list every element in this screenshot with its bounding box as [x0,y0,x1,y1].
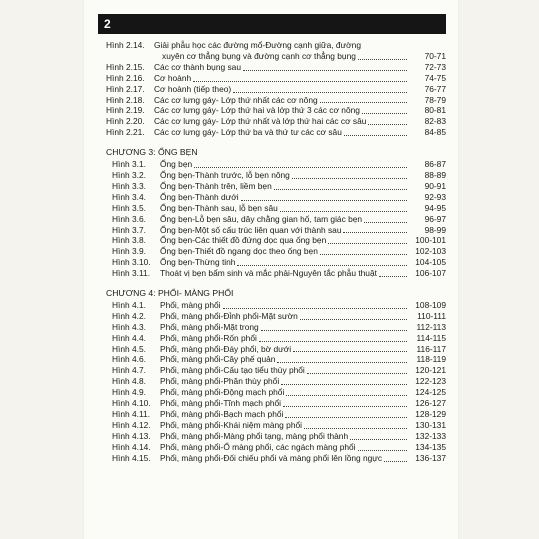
figure-title: Phổi, màng phổi-Bạch mạch phổi [160,409,284,419]
toc-entry [112,257,446,268]
dot-leader [358,59,407,60]
figure-label: Hình 4.2. [112,310,146,321]
dot-leader [304,428,407,429]
figure-label: Hình 4.11. [112,409,151,419]
figure-label: Hình 4.3. [112,321,146,332]
dot-leader [368,124,407,125]
figure-label: Hình 2.14. [106,40,145,50]
toc-entry [112,376,446,387]
dot-leader [293,351,407,352]
figure-title: Giải phẫu học các đường mổ-Đường cạnh giữa, đường [154,40,361,50]
figure-label: Hình 3.6. [112,213,146,224]
figure-title: Phổi, màng phổi-Cây phế quản [160,354,276,365]
page-range: 128-129 [415,409,446,419]
dot-leader [364,222,407,223]
toc-entry [112,225,446,236]
figure-title: Các cơ lưng gáy- Lớp thứ nhất các cơ nông [154,94,318,105]
figure-title: Ống bẹn-Lỗ bẹn sâu, dây chằng gian hố, tam giác bẹn [160,213,363,224]
page-range: 74-75 [424,72,446,83]
toc-section-chapter-2-continued [106,40,446,138]
figure-title: Phổi, màng phổi-Khái niệm màng phổi [160,419,302,430]
figure-title: Các cơ lưng gáy- Lớp thứ hai và lớp thứ 3 các cơ nông [154,105,360,116]
figure-title: Ống bẹn-Thừng tinh [160,257,236,268]
toc-entry [112,431,446,442]
dot-leader [343,232,407,233]
page-range: 70-71 [424,50,446,61]
figure-label: Hình 3.7. [112,224,146,235]
figure-title: xuyên cơ thẳng bụng và đường cạnh cơ thẳng bụng [162,50,356,61]
dot-leader [344,135,407,136]
dot-leader [194,167,407,168]
figure-title: Phổi, màng phổi-Đối chiếu phổi và màng phổi lên lồng ngực [160,452,383,463]
figure-label: Hình 3.11. [112,268,151,279]
figure-label: Hình 2.21. [106,127,145,138]
toc-entry [106,84,446,95]
figure-label: Hình 4.15. [112,452,151,463]
page-range: 100-101 [415,235,446,246]
figure-label: Hình 2.15. [106,61,145,72]
page-range: 126-127 [415,398,446,409]
dot-leader [320,102,407,103]
toc-entry [106,62,446,73]
toc-entry [112,181,446,192]
figure-title: Phổi, màng phổi-Mặt trong [160,321,259,332]
page-range: 104-105 [415,257,446,268]
dot-leader [379,276,407,277]
page-range: 114-115 [416,332,446,343]
page-range: 82-83 [424,116,446,127]
page-range: 84-85 [424,127,446,138]
figure-title: Phổi, màng phổi-Tĩnh mạch phổi [160,398,282,409]
toc-entry [112,398,446,409]
toc-entry [106,95,446,106]
dot-leader [384,461,407,462]
toc-entry [106,127,446,138]
dot-leader [237,265,407,266]
figure-title: Ống bẹn-Thành trước, lỗ bẹn nông [160,169,290,180]
figure-label: Hình 4.12. [112,419,151,430]
figure-title: Phổi, màng phổi [160,299,221,310]
dot-leader [362,113,407,114]
dot-leader [307,373,407,374]
figure-label: Hình 4.1. [112,299,146,310]
figure-title: Phổi, màng phổi-Ổ màng phổi, các ngách màng phổi [160,441,356,452]
page-range: 96-97 [424,213,446,224]
toc-entry [106,40,446,51]
figure-label: Hình 2.16. [106,72,145,83]
dot-leader [281,384,407,385]
figure-label: Hình 4.4. [112,332,146,343]
page-range: 120-121 [415,365,446,376]
figure-label: Hình 4.14. [112,441,151,452]
dot-leader [285,417,407,418]
dot-leader [274,189,407,190]
figure-title: Phổi, màng phổi-Động mạch phổi [160,387,285,398]
figure-title: Ống bẹn-Một số cấu trúc liên quan với thành sau [160,224,342,235]
dot-leader [328,243,407,244]
toc-entry [112,420,446,431]
figure-label: Hình 2.19. [106,105,145,116]
figure-label: Hình 4.8. [112,376,146,387]
page-range: 106-107 [415,268,446,279]
page-range: 118-119 [416,354,446,365]
dot-leader [283,406,407,407]
figure-title: Thoát vị bẹn bẩm sinh và mắc phải-Nguyên tắc phẫu thuật [160,268,377,279]
toc-entry [112,214,446,225]
figure-label: Hình 3.5. [112,202,146,213]
toc-entry [112,442,446,453]
dot-leader [286,395,407,396]
figure-title: Phổi, màng phổi-Phân thùy phổi [160,376,280,387]
page-range: 90-91 [424,180,446,191]
figure-label: Hình 4.9. [112,387,146,398]
page-range: 86-87 [424,159,446,170]
page-range: 116-117 [416,343,446,354]
figure-title: Phổi, màng phổi-Đáy phổi, bờ dưới [160,343,292,354]
toc-entry [112,365,446,376]
figure-title: Cơ hoành (tiếp theo) [154,83,232,94]
figure-title: Phổi, màng phổi-Rốn phổi [160,332,257,343]
figure-title: Phổi, màng phổi-Đỉnh phổi-Mặt sườn [160,310,298,321]
toc-entry [112,333,446,344]
toc-entry [112,192,446,203]
dot-leader [233,92,407,93]
figure-label: Hình 4.10. [112,398,151,409]
chapter-3-heading: CHƯƠNG 3: ỐNG BẸN [106,147,198,158]
dot-leader [358,450,407,451]
dot-leader [300,319,407,320]
page-range: 122-123 [415,376,446,387]
toc-entry [106,116,446,127]
page-range: 124-125 [415,387,446,398]
toc-entry [106,73,446,84]
figure-label: Hình 3.8. [112,235,146,246]
figure-label: Hình 3.3. [112,180,146,191]
page-range: 132-133 [415,430,446,441]
page-range: 136-137 [415,452,446,463]
page-range: 108-109 [415,299,446,310]
page-range: 72-73 [424,61,446,72]
chapter-4-heading: CHƯƠNG 4: PHỔI- MÀNG PHỔI [106,288,234,299]
toc-entry [112,246,446,257]
toc-entry [112,344,446,355]
toc-entry [112,311,446,322]
page-range: 92-93 [424,191,446,202]
dot-leader [277,362,407,363]
figure-label: Hình 4.5. [112,343,146,354]
figure-label: Hình 3.4. [112,191,146,202]
page-range: 80-81 [424,105,446,116]
dot-leader [243,70,407,71]
page-range: 78-79 [424,94,446,105]
figure-title: Các cơ thành bụng sau [154,61,241,72]
page-range: 102-103 [415,246,446,257]
toc-entry [112,235,446,246]
page-range: 130-131 [415,419,446,430]
figure-label: Hình 4.6. [112,354,146,365]
page-range: 88-89 [424,169,446,180]
figure-title: Cơ hoành [154,72,192,83]
figure-label: Hình 4.7. [112,365,146,376]
dot-leader [320,254,407,255]
figure-label: Hình 3.1. [112,159,146,170]
toc-entry [106,105,446,116]
toc-entry [112,387,446,398]
toc-entry [112,409,446,420]
page-range: 98-99 [424,224,446,235]
page-header-bar [98,14,446,34]
figure-label: Hình 4.13. [112,430,151,441]
figure-title: Ống bẹn-Thiết đồ ngang dọc theo ống bẹn [160,246,318,257]
figure-title: Các cơ lưng gáy- Lớp thứ nhất và lớp thứ hai các cơ sâu [154,116,367,127]
dot-leader [241,200,407,201]
page-range: 76-77 [424,83,446,94]
figure-title: Ống bẹn-Thành trên, liềm bẹn [160,180,272,191]
figure-title: Ống bẹn-Thành sau, lỗ bẹn sâu [160,202,278,213]
dot-leader [280,211,407,212]
figure-title: Ống bẹn-Các thiết đồ đứng dọc qua ống bẹn [160,235,327,246]
figure-label: Hình 3.9. [112,246,146,257]
dot-leader [350,439,407,440]
page-number: 2 [104,17,111,31]
figure-label: Hình 2.17. [106,83,145,94]
toc-entry [112,159,446,170]
toc-entry [112,453,446,464]
toc-entry [112,322,446,333]
dot-leader [193,81,407,82]
page-range: 94-95 [424,202,446,213]
page-range: 134-135 [415,441,446,452]
figure-label: Hình 3.10. [112,257,151,268]
toc-entry [112,203,446,214]
chapter-3-list [106,159,446,279]
toc-entry [112,170,446,181]
toc-entry [112,354,446,365]
chapter-4-list [106,300,446,464]
figure-title: Ống bẹn [160,159,193,170]
dot-leader [223,308,407,309]
page-range: 112-113 [416,321,446,332]
toc-entry [112,268,446,279]
toc-entry [106,51,446,62]
figure-title: Phổi, màng phổi-Cấu tạo tiểu thùy phổi [160,365,305,376]
figure-label: Hình 2.20. [106,116,145,127]
figure-label: Hình 3.2. [112,169,146,180]
figure-title: Phổi, màng phổi-Màng phổi tạng, màng phổi thành [160,430,349,441]
figure-title: Các cơ lưng gáy- Lớp thứ ba và thứ tư các cơ sâu [154,127,342,138]
page-range: 110-111 [417,310,446,321]
figure-label: Hình 2.18. [106,94,145,105]
toc-entry [112,300,446,311]
figure-title: Ống bẹn-Thành dưới [160,191,239,202]
table-of-contents [106,40,446,464]
dot-leader [261,330,407,331]
dot-leader [292,178,407,179]
dot-leader [259,341,407,342]
